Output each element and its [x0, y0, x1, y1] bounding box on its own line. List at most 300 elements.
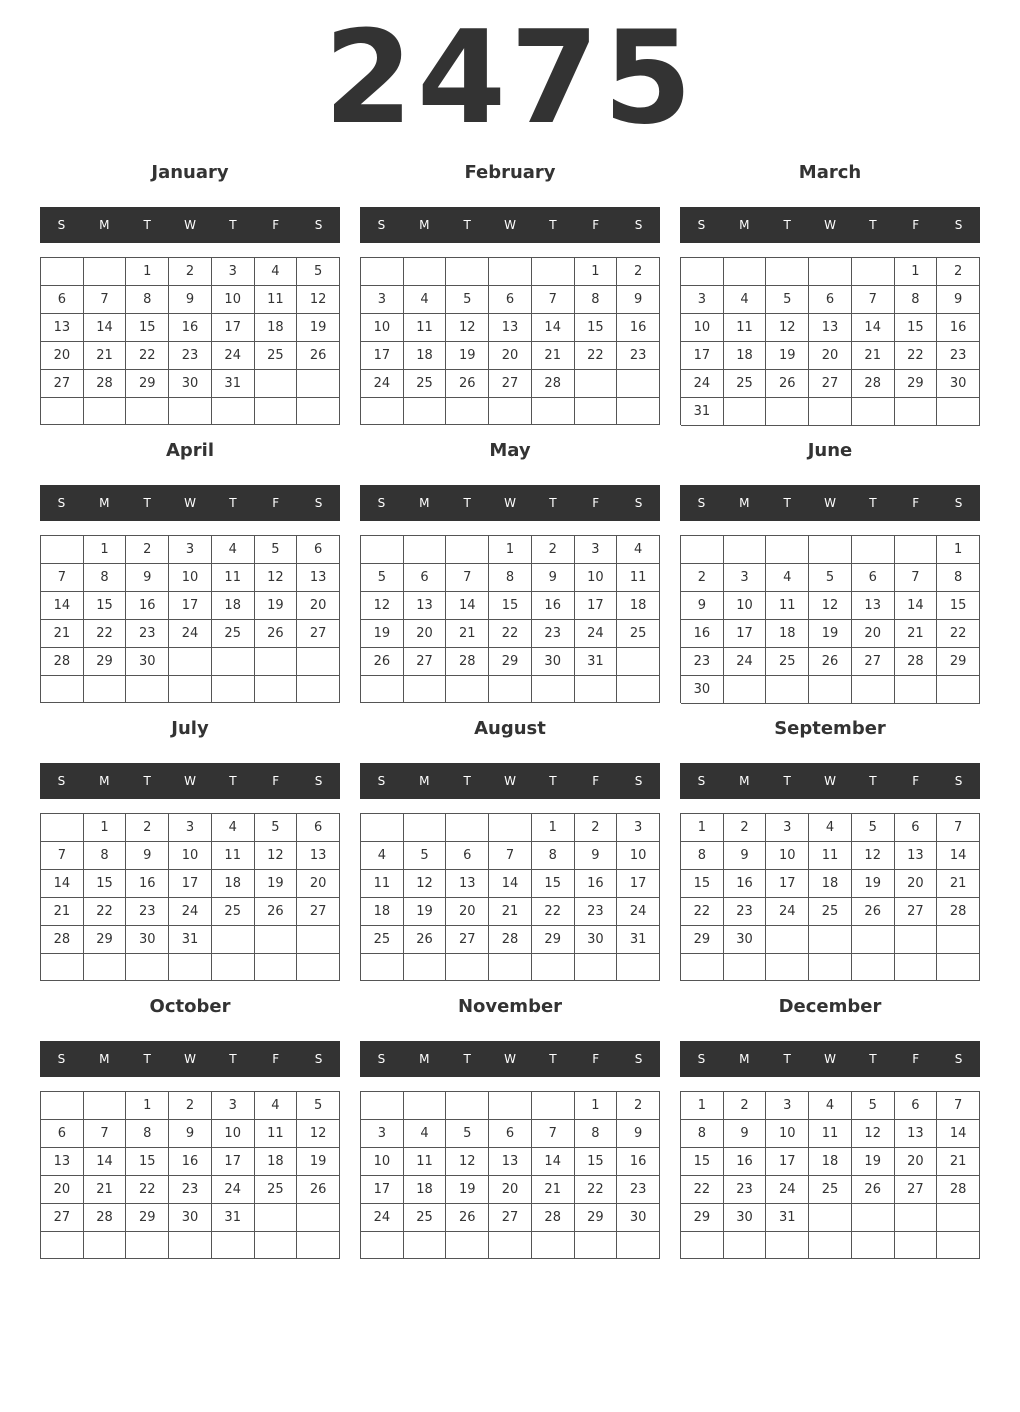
day-cell: 4 [809, 814, 852, 842]
empty-day-cell [212, 926, 255, 954]
day-cell: 24 [212, 342, 255, 370]
day-cell: 13 [895, 842, 938, 870]
empty-day-cell [895, 398, 938, 426]
empty-day-cell [681, 954, 724, 981]
day-cell: 24 [361, 370, 404, 398]
day-cell: 8 [937, 564, 980, 592]
empty-day-cell [297, 954, 340, 981]
weekday-label: M [99, 496, 110, 510]
empty-day-cell [361, 676, 404, 703]
empty-day-cell [681, 258, 724, 286]
weekday-label: S [377, 496, 386, 510]
day-cell: 13 [404, 592, 447, 620]
day-cell: 4 [212, 536, 255, 564]
day-cell: 30 [724, 926, 767, 954]
weekday-label: T [143, 218, 151, 232]
empty-day-cell [297, 648, 340, 676]
day-cell: 6 [41, 286, 84, 314]
day-cell: 18 [617, 592, 660, 620]
day-cell: 1 [126, 258, 169, 286]
days-grid [680, 813, 980, 981]
day-cell: 11 [617, 564, 660, 592]
day-cell: 20 [809, 342, 852, 370]
weekday-label: T [549, 774, 557, 788]
day-cell: 27 [41, 370, 84, 398]
weekday-header [40, 207, 340, 243]
empty-day-cell [532, 954, 575, 981]
day-cell: 28 [84, 1204, 127, 1232]
day-cell: 5 [809, 564, 852, 592]
day-cell: 8 [489, 564, 532, 592]
empty-day-cell [41, 1232, 84, 1259]
day-cell: 23 [724, 1176, 767, 1204]
day-cell: 26 [297, 1176, 340, 1204]
day-cell: 27 [446, 926, 489, 954]
empty-day-cell [169, 398, 212, 425]
empty-day-cell [84, 1092, 127, 1120]
weekday-label: W [184, 1052, 196, 1066]
month-name: December [778, 996, 882, 1017]
day-cell: 14 [84, 314, 127, 342]
day-cell: 22 [575, 1176, 618, 1204]
empty-day-cell [575, 1232, 618, 1259]
weekday-header [40, 485, 340, 521]
day-cell: 18 [212, 592, 255, 620]
empty-day-cell [766, 1232, 809, 1259]
empty-day-cell [404, 398, 447, 425]
day-cell: 14 [937, 1120, 980, 1148]
day-cell: 3 [361, 1120, 404, 1148]
empty-day-cell [852, 1232, 895, 1259]
empty-day-cell [617, 370, 660, 398]
empty-day-cell [41, 676, 84, 703]
day-cell: 5 [255, 814, 298, 842]
day-cell: 15 [937, 592, 980, 620]
weekday-label: F [912, 774, 920, 788]
empty-day-cell [446, 814, 489, 842]
days-grid [360, 257, 660, 425]
day-cell: 8 [575, 1120, 618, 1148]
month-name: January [151, 162, 229, 183]
day-cell: 20 [297, 592, 340, 620]
day-cell: 16 [575, 870, 618, 898]
weekday-label: W [504, 496, 516, 510]
day-cell: 25 [724, 370, 767, 398]
day-cell: 15 [126, 1148, 169, 1176]
day-cell: 8 [126, 1120, 169, 1148]
day-cell: 26 [446, 370, 489, 398]
day-cell: 19 [361, 620, 404, 648]
empty-day-cell [255, 926, 298, 954]
weekday-label: M [739, 774, 750, 788]
day-cell: 25 [212, 898, 255, 926]
empty-day-cell [766, 954, 809, 981]
day-cell: 6 [895, 1092, 938, 1120]
day-cell: 26 [766, 370, 809, 398]
day-cell: 21 [84, 1176, 127, 1204]
day-cell: 2 [126, 536, 169, 564]
day-cell: 7 [532, 286, 575, 314]
day-cell: 3 [681, 286, 724, 314]
empty-day-cell [937, 954, 980, 981]
day-cell: 21 [84, 342, 127, 370]
day-cell: 11 [255, 1120, 298, 1148]
empty-day-cell [446, 398, 489, 425]
day-cell: 3 [169, 536, 212, 564]
day-cell: 20 [404, 620, 447, 648]
day-cell: 26 [852, 898, 895, 926]
month-name: October [149, 996, 231, 1017]
weekday-label: W [184, 496, 196, 510]
day-cell: 15 [84, 592, 127, 620]
day-cell: 7 [84, 1120, 127, 1148]
empty-day-cell [766, 676, 809, 704]
day-cell: 22 [575, 342, 618, 370]
weekday-label: W [824, 496, 836, 510]
days-grid [40, 1091, 340, 1259]
weekday-label: T [143, 496, 151, 510]
day-cell: 18 [809, 1148, 852, 1176]
day-cell: 20 [895, 870, 938, 898]
empty-day-cell [255, 398, 298, 425]
day-cell: 31 [212, 370, 255, 398]
day-cell: 28 [532, 370, 575, 398]
day-cell: 12 [446, 314, 489, 342]
empty-day-cell [255, 648, 298, 676]
day-cell: 26 [852, 1176, 895, 1204]
day-cell: 25 [617, 620, 660, 648]
day-cell: 20 [297, 870, 340, 898]
weekday-header [680, 485, 980, 521]
weekday-label: T [463, 774, 471, 788]
weekday-label: S [697, 774, 706, 788]
empty-day-cell [361, 814, 404, 842]
month-july [40, 716, 340, 986]
day-cell: 19 [255, 592, 298, 620]
weekday-label: T [549, 496, 557, 510]
day-cell: 14 [84, 1148, 127, 1176]
empty-day-cell [41, 258, 84, 286]
day-cell: 7 [532, 1120, 575, 1148]
weekday-label: S [697, 218, 706, 232]
day-cell: 15 [489, 592, 532, 620]
weekday-label: T [229, 1052, 237, 1066]
day-cell: 21 [852, 342, 895, 370]
weekday-label: S [954, 774, 963, 788]
weekday-label: M [419, 1052, 430, 1066]
day-cell: 5 [404, 842, 447, 870]
empty-day-cell [212, 954, 255, 981]
day-cell: 21 [532, 1176, 575, 1204]
day-cell: 23 [126, 898, 169, 926]
day-cell: 6 [404, 564, 447, 592]
day-cell: 8 [84, 842, 127, 870]
empty-day-cell [84, 398, 127, 425]
month-april [40, 438, 340, 708]
weekday-header [360, 207, 660, 243]
day-cell: 4 [724, 286, 767, 314]
day-cell: 16 [532, 592, 575, 620]
day-cell: 29 [84, 926, 127, 954]
month-name: September [774, 718, 886, 739]
empty-day-cell [404, 676, 447, 703]
day-cell: 29 [937, 648, 980, 676]
weekday-label: T [783, 496, 791, 510]
day-cell: 18 [255, 314, 298, 342]
day-cell: 2 [532, 536, 575, 564]
day-cell: 22 [895, 342, 938, 370]
empty-day-cell [575, 370, 618, 398]
day-cell: 14 [937, 842, 980, 870]
weekday-label: S [57, 1052, 66, 1066]
day-cell: 5 [446, 286, 489, 314]
day-cell: 6 [297, 814, 340, 842]
empty-day-cell [404, 954, 447, 981]
day-cell: 2 [126, 814, 169, 842]
empty-day-cell [937, 398, 980, 426]
day-cell: 12 [255, 564, 298, 592]
day-cell: 7 [41, 842, 84, 870]
day-cell: 12 [809, 592, 852, 620]
empty-day-cell [446, 1232, 489, 1259]
empty-day-cell [126, 398, 169, 425]
empty-day-cell [169, 1232, 212, 1259]
day-cell: 20 [41, 342, 84, 370]
weekday-label: S [697, 1052, 706, 1066]
weekday-label: T [229, 774, 237, 788]
empty-day-cell [809, 258, 852, 286]
day-cell: 11 [404, 314, 447, 342]
day-cell: 30 [724, 1204, 767, 1232]
month-name: May [489, 440, 531, 461]
empty-day-cell [681, 1232, 724, 1259]
day-cell: 29 [532, 926, 575, 954]
weekday-label: S [377, 774, 386, 788]
day-cell: 18 [255, 1148, 298, 1176]
day-cell: 7 [489, 842, 532, 870]
day-cell: 5 [255, 536, 298, 564]
day-cell: 30 [126, 926, 169, 954]
day-cell: 7 [937, 814, 980, 842]
empty-day-cell [809, 1204, 852, 1232]
day-cell: 31 [617, 926, 660, 954]
day-cell: 4 [404, 1120, 447, 1148]
weekday-label: M [739, 218, 750, 232]
weekday-label: T [463, 1052, 471, 1066]
empty-day-cell [766, 398, 809, 426]
empty-day-cell [169, 676, 212, 703]
empty-day-cell [169, 954, 212, 981]
day-cell: 12 [852, 1120, 895, 1148]
empty-day-cell [297, 398, 340, 425]
day-cell: 7 [446, 564, 489, 592]
weekday-label: T [143, 1052, 151, 1066]
day-cell: 29 [84, 648, 127, 676]
weekday-label: W [504, 774, 516, 788]
empty-day-cell [297, 1232, 340, 1259]
day-cell: 24 [617, 898, 660, 926]
day-cell: 26 [404, 926, 447, 954]
weekday-label: F [272, 774, 280, 788]
day-cell: 26 [361, 648, 404, 676]
day-cell: 25 [255, 342, 298, 370]
day-cell: 1 [575, 258, 618, 286]
day-cell: 17 [169, 592, 212, 620]
day-cell: 6 [41, 1120, 84, 1148]
month-december [680, 994, 980, 1264]
day-cell: 8 [84, 564, 127, 592]
day-cell: 12 [852, 842, 895, 870]
day-cell: 30 [937, 370, 980, 398]
day-cell: 16 [681, 620, 724, 648]
month-name: November [457, 996, 563, 1017]
empty-day-cell [489, 398, 532, 425]
day-cell: 12 [297, 286, 340, 314]
day-cell: 9 [681, 592, 724, 620]
weekday-label: W [824, 1052, 836, 1066]
day-cell: 23 [724, 898, 767, 926]
day-cell: 21 [489, 898, 532, 926]
empty-day-cell [255, 676, 298, 703]
day-cell: 6 [489, 286, 532, 314]
empty-day-cell [617, 1232, 660, 1259]
empty-day-cell [852, 954, 895, 981]
weekday-label: S [954, 218, 963, 232]
day-cell: 28 [41, 926, 84, 954]
day-cell: 29 [681, 926, 724, 954]
empty-day-cell [809, 536, 852, 564]
day-cell: 2 [169, 1092, 212, 1120]
day-cell: 8 [681, 842, 724, 870]
day-cell: 17 [724, 620, 767, 648]
weekday-header [360, 1041, 660, 1077]
day-cell: 13 [41, 314, 84, 342]
day-cell: 21 [446, 620, 489, 648]
day-cell: 3 [212, 1092, 255, 1120]
day-cell: 5 [297, 258, 340, 286]
empty-day-cell [126, 954, 169, 981]
empty-day-cell [255, 1204, 298, 1232]
day-cell: 1 [681, 1092, 724, 1120]
day-cell: 18 [809, 870, 852, 898]
empty-day-cell [297, 926, 340, 954]
empty-day-cell [404, 1092, 447, 1120]
weekday-label: T [783, 218, 791, 232]
day-cell: 18 [724, 342, 767, 370]
day-cell: 6 [852, 564, 895, 592]
day-cell: 9 [169, 286, 212, 314]
day-cell: 30 [575, 926, 618, 954]
day-cell: 29 [126, 1204, 169, 1232]
day-cell: 30 [532, 648, 575, 676]
weekday-label: T [869, 218, 877, 232]
day-cell: 28 [41, 648, 84, 676]
day-cell: 6 [489, 1120, 532, 1148]
day-cell: 12 [446, 1148, 489, 1176]
day-cell: 7 [41, 564, 84, 592]
day-cell: 27 [297, 898, 340, 926]
day-cell: 18 [212, 870, 255, 898]
month-november [360, 994, 660, 1264]
day-cell: 3 [724, 564, 767, 592]
day-cell: 10 [212, 286, 255, 314]
weekday-label: S [634, 218, 643, 232]
day-cell: 21 [937, 870, 980, 898]
days-grid [680, 535, 980, 703]
day-cell: 28 [489, 926, 532, 954]
day-cell: 1 [84, 536, 127, 564]
day-cell: 2 [724, 814, 767, 842]
day-cell: 9 [724, 842, 767, 870]
empty-day-cell [446, 1092, 489, 1120]
day-cell: 24 [212, 1176, 255, 1204]
weekday-label: M [419, 218, 430, 232]
weekday-label: M [99, 774, 110, 788]
day-cell: 5 [852, 1092, 895, 1120]
day-cell: 1 [937, 536, 980, 564]
empty-day-cell [489, 954, 532, 981]
day-cell: 16 [617, 314, 660, 342]
day-cell: 7 [852, 286, 895, 314]
day-cell: 14 [446, 592, 489, 620]
weekday-label: S [314, 1052, 323, 1066]
weekday-label: T [229, 218, 237, 232]
day-cell: 2 [617, 1092, 660, 1120]
weekday-label: T [463, 218, 471, 232]
day-cell: 9 [617, 286, 660, 314]
day-cell: 4 [212, 814, 255, 842]
empty-day-cell [852, 676, 895, 704]
day-cell: 9 [724, 1120, 767, 1148]
weekday-header [360, 763, 660, 799]
day-cell: 12 [404, 870, 447, 898]
empty-day-cell [297, 1204, 340, 1232]
day-cell: 4 [404, 286, 447, 314]
empty-day-cell [361, 1092, 404, 1120]
day-cell: 21 [41, 620, 84, 648]
day-cell: 10 [361, 1148, 404, 1176]
day-cell: 10 [724, 592, 767, 620]
day-cell: 13 [297, 564, 340, 592]
day-cell: 15 [575, 1148, 618, 1176]
day-cell: 5 [446, 1120, 489, 1148]
day-cell: 19 [446, 1176, 489, 1204]
day-cell: 25 [809, 898, 852, 926]
month-september [680, 716, 980, 986]
day-cell: 23 [681, 648, 724, 676]
weekday-label: W [824, 774, 836, 788]
day-cell: 19 [297, 314, 340, 342]
day-cell: 2 [617, 258, 660, 286]
day-cell: 26 [297, 342, 340, 370]
day-cell: 29 [126, 370, 169, 398]
day-cell: 22 [84, 620, 127, 648]
day-cell: 1 [895, 258, 938, 286]
day-cell: 5 [361, 564, 404, 592]
day-cell: 6 [297, 536, 340, 564]
day-cell: 28 [937, 1176, 980, 1204]
weekday-label: F [272, 218, 280, 232]
day-cell: 23 [169, 342, 212, 370]
empty-day-cell [446, 258, 489, 286]
weekday-header [360, 485, 660, 521]
day-cell: 25 [766, 648, 809, 676]
day-cell: 19 [852, 870, 895, 898]
day-cell: 11 [404, 1148, 447, 1176]
year-title: 2475 [323, 4, 697, 153]
empty-day-cell [809, 954, 852, 981]
day-cell: 8 [126, 286, 169, 314]
